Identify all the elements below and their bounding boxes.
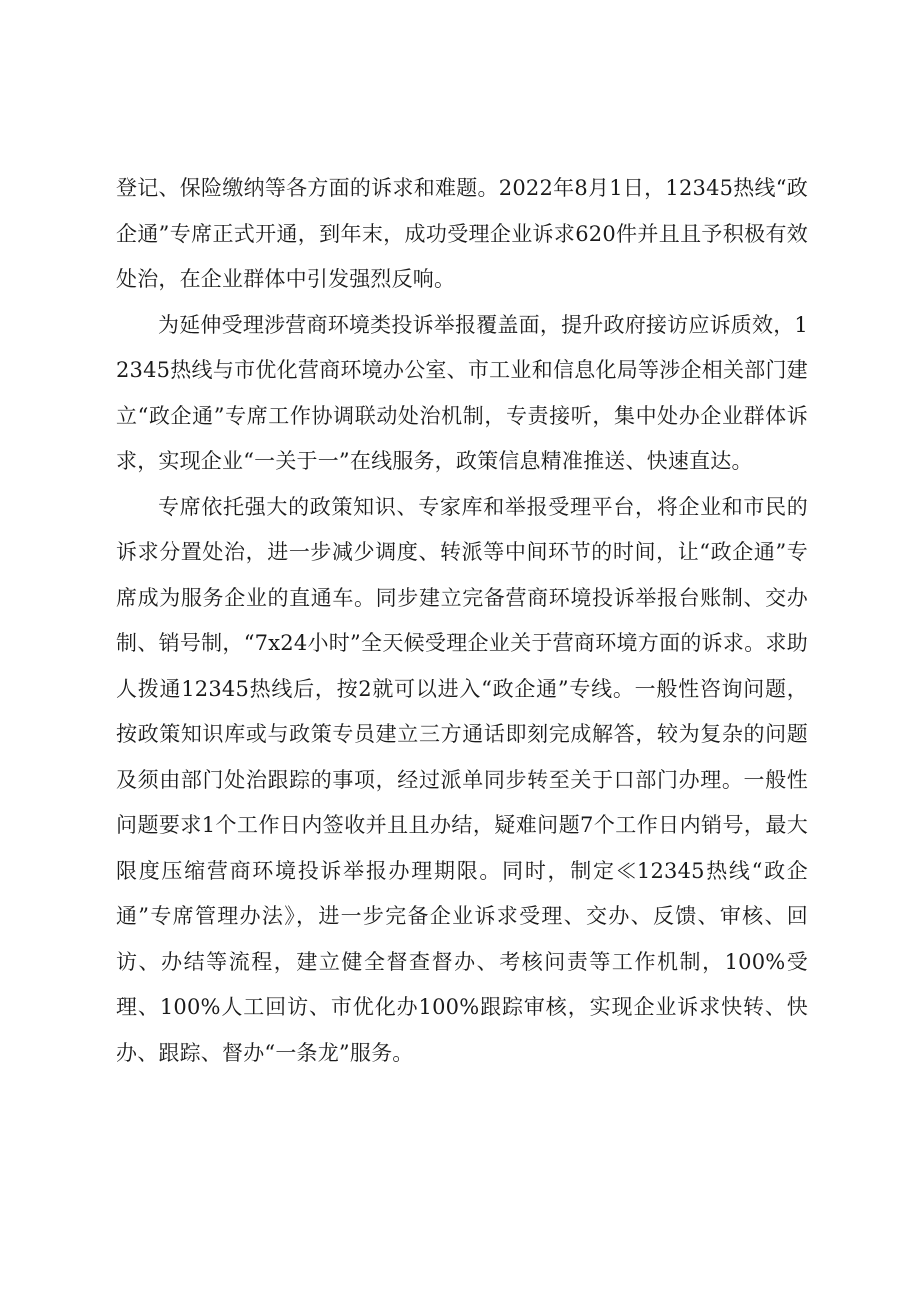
document-body	[116, 166, 808, 1076]
paragraph-hotline-coordination: 为延伸受理涉营商环境类投诉举报覆盖面，提升政府接访应诉质效，12345热线与市优化营商环境办公室、市工业和信息化局等涉企相关部门建立“政企通”专席工作协调联动处治机制，专责接听，集中处办企业群体诉求，实现企业“一关于一”在线服务，政策信息精准推送、快速直达。	[116, 312, 808, 473]
paragraph-special-line-service: 专席依托强大的政策知识、专家库和举报受理平台，将企业和市民的诉求分置处治，进一步减少调度、转派等中间环节的时间，让“政企通”专席成为服务企业的直通车。同步建立完备营商环境投诉举报台账制、交办制、销号制，“7x24小时”全天候受理企业关于营商环境方面的诉求。求助人拨通12345热线后，按2就可以进入“政企通”专线。一般性咨询问题，按政策知识库或与政策专员建立三方通话即刻完成解答，较为复杂的问题及须由部门处治跟踪的事项，经过派单同步转至关于口部门办理。一般性问题要求1个工作日内签收并且且办结，疑难问题7个工作日内销号，最大限度压缩营商环境投诉举报办理期限。同时，制定≪12345热线“政企通”专席管理办法》，进一步完备企业诉求受理、交办、反馈、审核、回访、办结等流程，建立健全督查督办、考核问责等工作机制，100%受理、100%人工回访、市优化办100%跟踪审核，实现企业诉求快转、快办、跟踪、督办“一条龙”服务。	[116, 494, 808, 1065]
paragraph-continuation: 登记、保险缴纳等各方面的诉求和难题。2022年8月1日，12345热线“政企通”专席正式开通，到年末，成功受理企业诉求620件并且且予积极有效处治，在企业群体中引发强烈反响。	[116, 176, 808, 291]
